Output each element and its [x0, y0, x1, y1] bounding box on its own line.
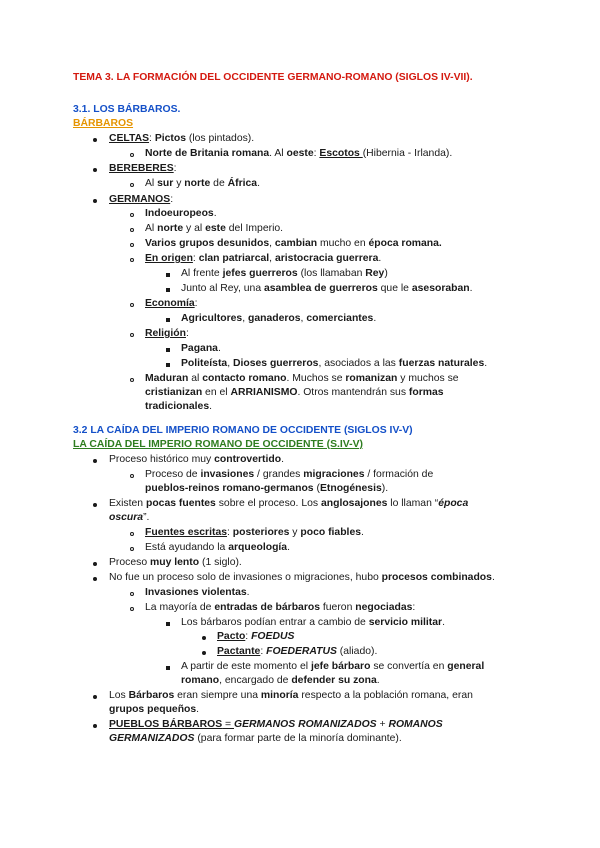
section-1-subheading: BÁRBAROS — [73, 118, 134, 129]
bullet-icon — [130, 243, 134, 247]
bullet-icon — [166, 288, 170, 292]
bullet-icon — [166, 363, 170, 367]
bullet-icon — [166, 666, 170, 670]
list-item-p3: Proceso muy lento (1 siglo). — [109, 557, 242, 568]
bullet-icon — [202, 651, 206, 655]
bullet-icon — [93, 562, 97, 566]
list-item-p4c: Los bárbaros podían entrar a cambio de servicio militar. — [181, 617, 445, 628]
list-item-p4d: A partir de este momento el jefe bárbaro se convertía en general — [181, 661, 485, 672]
list-item-p1a: Proceso de invasiones / grandes migraciones / formación de — [145, 469, 434, 480]
bullet-icon — [130, 532, 134, 536]
list-item-germanos-4a: Al frente jefes guerreros (los llamaban Rey) — [181, 268, 388, 279]
list-item-p2: Existen pocas fuentes sobre el proceso. Los anglosajones lo llaman “época — [109, 498, 469, 509]
bullet-icon — [130, 607, 134, 611]
list-item-germanos-2: Al norte y al este del Imperio. — [145, 223, 284, 234]
list-item-germanos: GERMANOS: — [109, 194, 174, 205]
list-item-p2c: Fuentes escritas: posteriores y poco fiables. — [145, 527, 364, 538]
section-1-heading: 3.1. LOS BÁRBAROS. — [73, 104, 181, 115]
list-item-p4: No fue un proceso solo de invasiones o migraciones, hubo procesos combinados. — [109, 572, 495, 583]
list-item-germanos-3: Varios grupos desunidos, cambian mucho en época romana. — [145, 238, 442, 249]
bullet-icon — [166, 622, 170, 626]
list-item-p1a-cont: pueblos-reinos romano-germanos (Etnogénesis). — [145, 483, 389, 494]
list-item-p2-cont: oscura”. — [109, 512, 150, 523]
list-item-bereberes: BEREBERES: — [109, 163, 177, 174]
list-item-celtas-sub: Norte de Britania romana. Al oeste: Escotos (Hibernia - Irlanda). — [145, 148, 453, 159]
bullet-icon — [130, 153, 134, 157]
bullet-icon — [93, 724, 97, 728]
bullet-icon — [130, 378, 134, 382]
list-item-germanos-6: Religión: — [145, 328, 189, 339]
list-item-p4c2: Pactante: FOEDERATUS (aliado). — [217, 646, 378, 657]
bullet-icon — [130, 258, 134, 262]
bullet-icon — [130, 474, 134, 478]
document-title: TEMA 3. LA FORMACIÓN DEL OCCIDENTE GERMANO-ROMANO (SIGLOS IV-VII). — [73, 72, 473, 83]
list-item-p4a: Invasiones violentas. — [145, 587, 250, 598]
section-2-subheading: LA CAÍDA DEL IMPERIO ROMANO DE OCCIDENTE (S.IV-V) — [73, 439, 363, 450]
list-item-p6-cont: GERMANIZADOS (para formar parte de la minoría dominante). — [109, 733, 402, 744]
bullet-icon — [130, 303, 134, 307]
bullet-icon — [93, 695, 97, 699]
list-item-bereberes-sub: Al sur y norte de África. — [145, 178, 260, 189]
list-item-germanos-7: Maduran al contacto romano. Muchos se romanizan y muchos se — [145, 373, 459, 384]
list-item-p5-cont: grupos pequeños. — [109, 704, 200, 715]
section-2-heading: 3.2 LA CAÍDA DEL IMPERIO ROMANO DE OCCIDENTE (SIGLOS IV-V) — [73, 425, 413, 436]
bullet-icon — [130, 183, 134, 187]
bullet-icon — [93, 138, 97, 142]
bullet-icon — [130, 547, 134, 551]
list-item-p6: PUEBLOS BÁRBAROS = GERMANOS ROMANIZADOS + ROMANOS — [109, 719, 443, 730]
list-item-germanos-1: Indoeuropeos. — [145, 208, 217, 219]
list-item-p5: Los Bárbaros eran siempre una minoría respecto a la población romana, eran — [109, 690, 473, 701]
list-item-p2d: Está ayudando la arqueología. — [145, 542, 290, 553]
list-item-germanos-7-cont2: tradicionales. — [145, 401, 212, 412]
list-item-p4d-cont: romano, encargado de defender su zona. — [181, 675, 380, 686]
list-item-p1: Proceso histórico muy controvertido. — [109, 454, 284, 465]
list-item-germanos-6b: Politeísta, Dioses guerreros, asociados a las fuerzas naturales. — [181, 358, 488, 369]
bullet-icon — [93, 168, 97, 172]
list-item-celtas: CELTAS: Pictos (los pintados). — [109, 133, 255, 144]
bullet-icon — [130, 228, 134, 232]
bullet-icon — [166, 273, 170, 277]
list-item-germanos-6a: Pagana. — [181, 343, 221, 354]
list-item-germanos-5a: Agricultores, ganaderos, comerciantes. — [181, 313, 377, 324]
bullet-icon — [130, 213, 134, 217]
bullet-icon — [202, 636, 206, 640]
list-item-germanos-5: Economía: — [145, 298, 198, 309]
bullet-icon — [93, 199, 97, 203]
bullet-icon — [166, 318, 170, 322]
bullet-icon — [130, 592, 134, 596]
bullet-icon — [93, 577, 97, 581]
bullet-icon — [93, 459, 97, 463]
list-item-germanos-4b: Junto al Rey, una asamblea de guerreros que le asesoraban. — [181, 283, 473, 294]
bullet-icon — [166, 348, 170, 352]
list-item-p4c1: Pacto: FOEDUS — [217, 631, 295, 642]
bullet-icon — [130, 333, 134, 337]
list-item-p4b: La mayoría de entradas de bárbaros fueron negociadas: — [145, 602, 416, 613]
list-item-germanos-4: En origen: clan patriarcal, aristocracia guerrera. — [145, 253, 382, 264]
list-item-germanos-7-cont: cristianizan en el ARRIANISMO. Otros mantendrán sus formas — [145, 387, 444, 398]
bullet-icon — [93, 503, 97, 507]
